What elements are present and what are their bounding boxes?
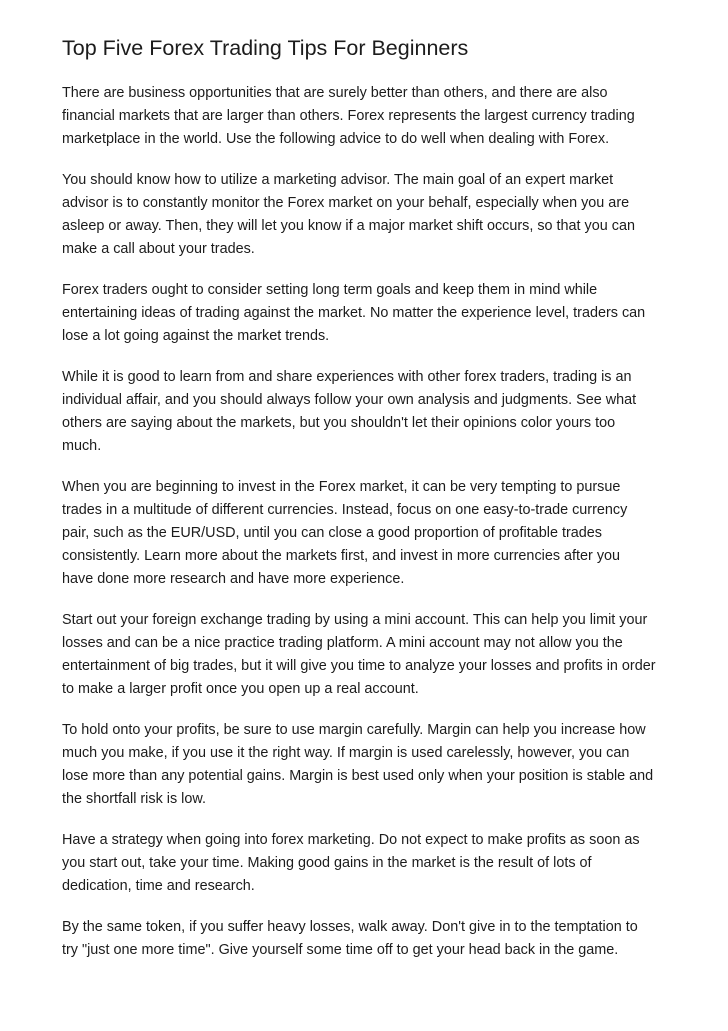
text-line: dedication, time and research. <box>62 878 255 894</box>
text-line: lose more than any potential gains. Margin is best used only when your position is stable and <box>62 768 654 784</box>
paragraph-1 <box>62 82 674 151</box>
text-line: Have a strategy when going into forex marketing. Do not expect to make profits as soon as <box>62 832 640 848</box>
text-line: you start out, take your time. Making good gains in the market is the result of lots of <box>62 855 592 871</box>
paragraph-2 <box>62 169 674 261</box>
document-page <box>62 36 674 980</box>
paragraph-4 <box>62 366 674 458</box>
paragraph-3 <box>62 279 674 348</box>
paragraph-7 <box>62 719 674 811</box>
text-line: others are saying about the markets, but you shouldn't let their opinions color yours too <box>62 415 616 431</box>
paragraph-9 <box>62 916 674 962</box>
text-line: asleep or away. Then, they will let you know if a major market shift occurs, so that you can <box>62 218 635 234</box>
text-line: There are business opportunities that are surely better than others, and there are also <box>62 85 608 101</box>
text-line: Forex traders ought to consider setting long term goals and keep them in mind while <box>62 282 598 298</box>
text-line: marketplace in the world. Use the following advice to do well when dealing with Forex. <box>62 131 610 147</box>
text-line: much you make, if you use it the right way. If margin is used carelessly, however, you can <box>62 745 630 761</box>
text-line: make a call about your trades. <box>62 241 255 257</box>
text-line: trades in a multitude of different currencies. Instead, focus on one easy-to-trade currency <box>62 502 628 518</box>
text-line: While it is good to learn from and share experiences with other forex traders, trading is an <box>62 369 632 385</box>
paragraph-8 <box>62 829 674 898</box>
paragraph-5 <box>62 476 674 591</box>
text-line: You should know how to utilize a marketing advisor. The main goal of an expert market <box>62 172 614 188</box>
text-line: To hold onto your profits, be sure to use margin carefully. Margin can help you increase how <box>62 722 646 738</box>
text-line: entertaining ideas of trading against the market. No matter the experience level, traders can <box>62 305 646 321</box>
text-line: losses and can be a nice practice trading platform. A mini account may not allow you the <box>62 635 623 651</box>
document-title: Top Five Forex Trading Tips For Beginners <box>62 36 469 60</box>
text-line: try "just one more time". Give yourself some time off to get your head back in the game. <box>62 942 619 958</box>
text-line: the shortfall risk is low. <box>62 791 206 807</box>
text-line: much. <box>62 438 102 454</box>
text-line: consistently. Learn more about the markets first, and invest in more currencies after you <box>62 548 621 564</box>
text-line: Start out your foreign exchange trading by using a mini account. This can help you limit your <box>62 612 648 628</box>
text-line: pair, such as the EUR/USD, until you can close a good proportion of profitable trades <box>62 525 602 541</box>
text-line: to make a larger profit once you open up a real account. <box>62 681 419 697</box>
text-line: entertainment of big trades, but it will give you time to analyze your losses and profits in order <box>62 658 656 674</box>
text-line: advisor is to constantly monitor the Forex market on your behalf, especially when you are <box>62 195 630 211</box>
text-line: financial markets that are larger than others. Forex represents the largest currency trading <box>62 108 635 124</box>
text-line: have done more research and have more experience. <box>62 571 405 587</box>
text-line: By the same token, if you suffer heavy losses, walk away. Don't give in to the temptation to <box>62 919 638 935</box>
paragraph-6 <box>62 609 674 701</box>
text-line: lose a lot going against the market trends. <box>62 328 330 344</box>
text-line: individual affair, and you should always follow your own analysis and judgments. See what <box>62 392 637 408</box>
text-line: When you are beginning to invest in the Forex market, it can be very tempting to pursue <box>62 479 621 495</box>
